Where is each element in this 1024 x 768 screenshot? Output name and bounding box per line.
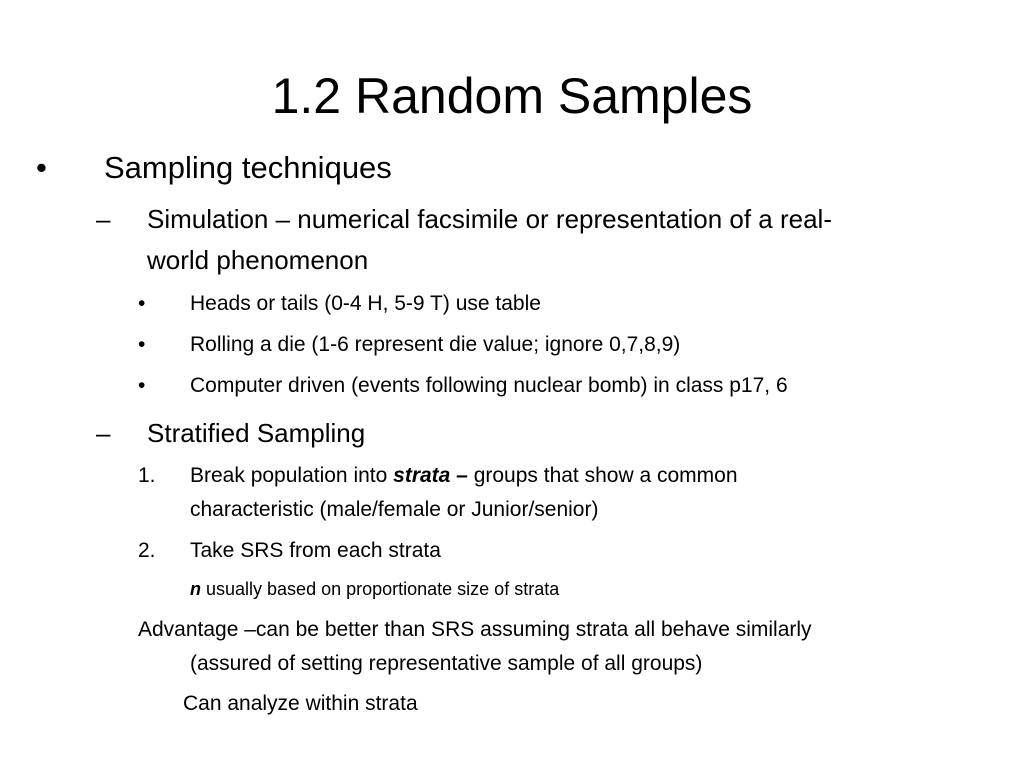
n-term: n	[190, 579, 201, 599]
step1-number: 1.	[138, 464, 156, 487]
dash-icon: –	[96, 418, 111, 448]
slide-title: 1.2 Random Samples	[271, 68, 753, 124]
step1-post: groups that show a common	[467, 464, 738, 487]
step1-text-line2: characteristic (male/female or Junior/senior)	[190, 498, 599, 521]
n-note	[190, 576, 559, 602]
step2-text: Take SRS from each strata	[190, 539, 441, 562]
bullet-sampling-techniques: Sampling techniques	[104, 150, 392, 185]
bullet-icon: •	[138, 292, 146, 315]
sim-item-rolling-die: Rolling a die (1-6 represent die value; ignore 0,7,8,9)	[190, 333, 681, 356]
n-note-text: usually based on proportionate size of strata	[201, 579, 560, 599]
bullet-icon: •	[138, 333, 146, 356]
sim-item-computer-driven: Computer driven (events following nuclear bomb) in class p17, 6	[190, 374, 788, 397]
advantage-line1: Advantage –can be better than SRS assuming strata all behave similarly	[138, 618, 812, 641]
sim-item-heads-tails: Heads or tails (0-4 H, 5-9 T) use table	[190, 292, 541, 315]
bullet-icon: •	[36, 150, 47, 185]
stratified-heading: Stratified Sampling	[147, 418, 366, 448]
simulation-text-line1: Simulation – numerical facsimile or representation of a real-	[147, 204, 832, 234]
strata-term: strata –	[393, 464, 468, 487]
step1-text-line1	[190, 460, 738, 492]
advantage-line2: (assured of setting representative sample of all groups)	[190, 652, 703, 675]
step1-pre: Break population into	[190, 464, 394, 487]
bullet-icon: •	[138, 374, 146, 397]
dash-icon: –	[96, 204, 111, 234]
step2-number: 2.	[138, 539, 156, 562]
analyze-within-strata: Can analyze within strata	[183, 692, 418, 715]
simulation-text-line2: world phenomenon	[147, 245, 369, 275]
